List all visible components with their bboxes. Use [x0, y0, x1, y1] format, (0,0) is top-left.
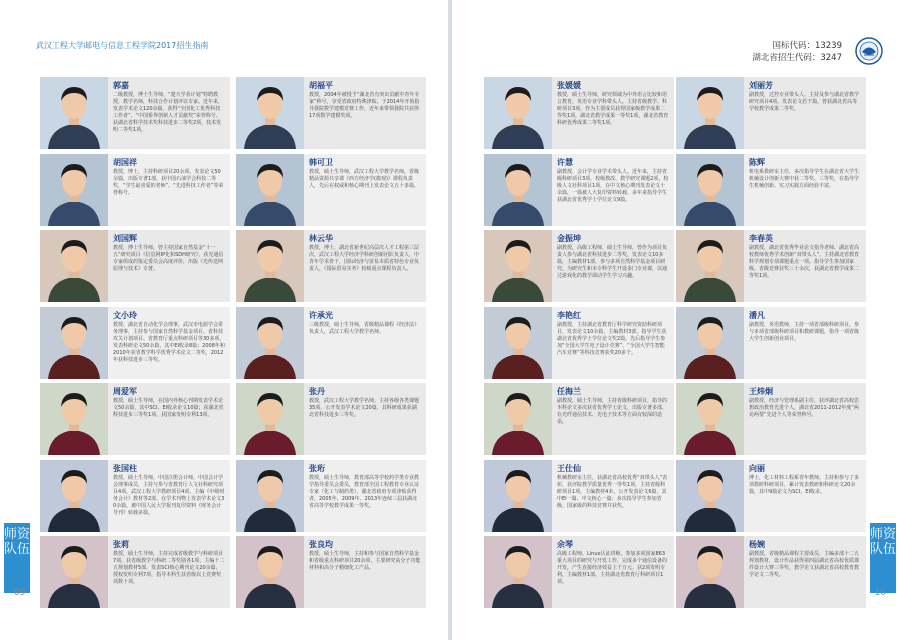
- faculty-name: 胡国祥: [113, 157, 137, 167]
- faculty-photo: [676, 460, 744, 532]
- faculty-name: 王炜炯: [749, 387, 773, 396]
- faculty-description: 副教授，英语教师，主持一项省部级科研项目，参与多项省部级科研项目和教研课题，指导一项省级大学生创新创业项目。: [749, 321, 860, 342]
- faculty-card: [236, 383, 426, 455]
- faculty-card: [484, 77, 674, 149]
- faculty-photo: [676, 383, 744, 455]
- faculty-card: [484, 307, 674, 379]
- faculty-photo: [676, 230, 744, 302]
- faculty-card: [236, 77, 426, 149]
- faculty-card: [40, 383, 230, 455]
- faculty-photo: [484, 154, 552, 226]
- faculty-description: 教授，硕士生导师，中国注册会计师，中国会计学会理事成员，主持与参与省教育厅人文社科研究项目4项，武汉工程大学教研项目4项，主编《中级财务会计》教材等2部，在学术刊物上发表学术论文30余篇，被中国人民大学报刊复印资料《财务会计导刊》转载多篇。: [113, 474, 225, 516]
- university-logo-icon: [852, 36, 886, 66]
- faculty-photo: [484, 536, 552, 608]
- faculty-photo: [40, 536, 108, 608]
- faculty-card: [40, 77, 230, 149]
- faculty-card: [676, 77, 866, 149]
- faculty-info: [108, 460, 230, 532]
- faculty-photo: [236, 460, 304, 532]
- faculty-card: [40, 230, 230, 302]
- faculty-info: [744, 383, 866, 455]
- faculty-photo: [236, 77, 304, 149]
- faculty-name: 文小玲: [113, 310, 137, 320]
- faculty-name: 胡福平: [309, 81, 333, 90]
- faculty-card: [484, 536, 674, 608]
- faculty-description: 机械教研室主任，获湖北省高校优秀“双带头人”表彰，获评院教学质量优秀一等奖1项，主持省级科研项目1项，主编教材4本，公开发表论文6篇，其中EI一篇、中文核心一篇；多次指导学生参加省级、国家级的科技竞赛并获奖。: [557, 474, 668, 509]
- faculty-info: [744, 307, 866, 379]
- faculty-description: 二级教授，博士生导师，“楚天学者计划”特聘教授，教学名师，科技合作计划评议专家。近年来，发表学术论文120余篇，获得“全国化工优秀科技工作者”、“中国侨界创新人才贡献奖”荣誉称号。获湖北省科学技术奖科技进步二等奖2项，技术发明二等奖1项。: [113, 92, 224, 133]
- faculty-photo: [484, 230, 552, 302]
- faculty-description: 教授，硕士生导师，武汉工程大学教学名师，省级精品资源共享课《西方经济学(微观)》课程负责人，先后在权威和核心期刊上发表论文五十多篇。: [309, 168, 420, 189]
- faculty-card: [676, 460, 866, 532]
- faculty-photo: [676, 77, 744, 149]
- hubei-code: 湖北省招生代码：3247: [752, 53, 842, 63]
- faculty-info: [108, 383, 230, 455]
- faculty-description: 副教授，省级精品课程主要成员，主编多部十二五规划教材，设计作品获得第四届湖北省高校优质课件设计大赛三等奖，教学论文获湖北省高校教育教学论文二等奖。: [749, 551, 860, 578]
- faculty-name: 郭嘉: [113, 81, 129, 90]
- faculty-info: [108, 77, 230, 149]
- faculty-description: 教授，硕士生导师，主持和参与国家自然科学基金和省级重点科研项目20余项，主要研究高分子功能材料和高分子精细化工产品。: [309, 551, 421, 571]
- faculty-description: 副教授，主持湖北省教育厅科学研究资助科研项目，发表论文10余篇，主编教材3部，指导学生获湖北省优秀学士学位论文奖2篇，先后指导学生参加“全国大学生电子设计竞赛”、“全国大学生智能汽车竞赛”等科技竞赛获奖20多个。: [557, 321, 667, 356]
- faculty-name: 杨婉: [749, 540, 765, 549]
- side-tab-faculty-left: 师资队伍: [4, 523, 30, 593]
- faculty-card: [676, 383, 866, 455]
- faculty-card: [40, 307, 230, 379]
- faculty-photo: [676, 154, 744, 226]
- faculty-description: 博士，化工材料工程系青年教师。主持和参与了多项教研科研项目，累计发表教研和科研论文20余篇，其中9篇论文为SCI、EI收录。: [749, 474, 860, 495]
- faculty-name: 韩可卫: [309, 157, 333, 167]
- faculty-card: [236, 536, 426, 608]
- faculty-photo: [676, 307, 744, 379]
- faculty-name: 张丹: [309, 387, 325, 396]
- faculty-description: 教授，博士生导师，曾主持国家自然基金“十一五”研究项目《信息网IP化和SDH研究》，获光通信专家组成的鉴定委员会高度评价，出版《光传送网原理与技术》专著。: [113, 245, 224, 272]
- faculty-info: [552, 536, 674, 608]
- faculty-info: [552, 154, 674, 226]
- faculty-name: 刘丽芳: [749, 81, 773, 90]
- faculty-info: [304, 536, 426, 608]
- faculty-card: [484, 154, 674, 226]
- faculty-card: [484, 230, 674, 302]
- faculty-photo: [484, 77, 552, 149]
- faculty-description: 教授，硕士生导师，研究领域为中外语言比较和语言教育，英语专业学科带头人。主持省级教学、科研项目3项，作为主要成员获得国家级教学成果二等奖1项，湖北省教学成果一等奖1项，湖北省教育科研优秀成果二等奖1项。: [557, 92, 669, 126]
- faculty-name: 张莉: [113, 540, 129, 549]
- faculty-photo: [484, 383, 552, 455]
- faculty-photo: [236, 230, 304, 302]
- faculty-name: 周爱军: [113, 387, 137, 396]
- faculty-name: 许承光: [309, 310, 333, 320]
- faculty-card: [484, 383, 674, 455]
- faculty-description: 教授，硕士生导师，主持完成省级教学与科研项目7项，获省级教学与科研二等奖励各1项，主编十二五规划教材5部，发表SCI核心期刊论文20余篇，授权发明专利7项，指导本科生获省级以上竞赛奖项数十项。: [113, 551, 225, 585]
- faculty-name: 张国柱: [113, 463, 137, 473]
- faculty-photo: [40, 230, 108, 302]
- page-number-left: 09: [14, 588, 26, 598]
- faculty-info: [552, 77, 674, 149]
- faculty-card: [40, 460, 230, 532]
- faculty-name: 张媛媛: [557, 81, 581, 90]
- faculty-description: 教授，硕士生导师，在国内外核心刊期发表学术论文50余篇，其中SCI、EI收录论文10篇；获湖北省科技进步三等奖1项，获国家发明专利13项。: [113, 398, 224, 418]
- faculty-name: 王仕仙: [557, 463, 581, 473]
- faculty-info: [552, 383, 674, 455]
- faculty-card: [236, 460, 426, 532]
- faculty-info: [108, 154, 230, 226]
- faculty-info: [304, 383, 426, 455]
- faculty-description: 高级工程师，Linux认证讲师。参加多项国家863重大项目的研究与开发工作，完成多个通信设备的开发，产生直接经济效益上千万元。获2项发明专利，主编教材1部，主持湖北省教育厅科研项目1项。: [557, 551, 668, 585]
- faculty-info: [744, 230, 866, 302]
- faculty-card: [236, 154, 426, 226]
- faculty-name: 林云华: [309, 234, 333, 243]
- faculty-name: 张珩: [309, 463, 325, 473]
- faculty-description: 副教授，湖北省优秀毕业论文指导老师、湖北省高校教师优秀学术创新“双带头人”。主持湖北省教育科学规划专项课题重点一项。指导学生参加国家级、省级竞赛获奖三十余次，获湖北省教学成果二等奖1项。: [749, 245, 860, 279]
- faculty-photo: [236, 307, 304, 379]
- faculty-photo: [236, 383, 304, 455]
- faculty-description: 机电系教研室主任，多次指导学生在湖北省大学生机械设计创新大赛中获二等奖、三等奖，在指导学生机械创新、实习实践方面经验丰富。: [749, 168, 860, 189]
- faculty-info: [304, 77, 426, 149]
- faculty-photo: [40, 307, 108, 379]
- faculty-description: 三级教授，硕士生导师，省级精品课程《经济法》负责人，武汉工程大学教学名师。: [309, 321, 420, 335]
- faculty-card: [236, 307, 426, 379]
- faculty-photo: [40, 383, 108, 455]
- faculty-name: 金振坤: [557, 234, 581, 243]
- faculty-description: 教授，武汉工程大学教学名师。主持各级各类课题35项，公开发表学术论文20篇，其科研成果获湖北省科技进步三等奖。: [309, 398, 420, 418]
- faculty-info: [744, 536, 866, 608]
- faculty-info: [108, 307, 230, 379]
- faculty-info: [744, 154, 866, 226]
- faculty-info: [304, 230, 426, 302]
- faculty-name: 李春英: [749, 234, 773, 243]
- faculty-photo: [236, 154, 304, 226]
- faculty-name: 刘国辉: [113, 234, 137, 243]
- faculty-description: 教授，硕士生导师，教育部高等学校药学类专业教学指导委员会委员，教育部全国工程教育专业认证专家（化工与制药类），湖北省政府专项津贴获得者，2005年、2009年、2013年连续三届获湖北省高等学校教学成果一等奖。: [309, 474, 420, 509]
- faculty-photo: [484, 460, 552, 532]
- faculty-name: 向丽: [749, 463, 765, 473]
- faculty-info: [108, 536, 230, 608]
- faculty-card: [40, 154, 230, 226]
- faculty-card: [236, 230, 426, 302]
- faculty-info: [552, 230, 674, 302]
- faculty-name: 任海兰: [557, 387, 581, 396]
- faculty-photo: [40, 77, 108, 149]
- faculty-description: 教授，博士，湖北省新世纪高层次人才工程第三层次，武汉工程大学经济学科研创新团队负责人，中青年学术骨干，国际经济与贸易本质省特色专业负责人，《国际贸易实务》校级重点课程负责人。: [309, 245, 420, 272]
- faculty-card: [40, 536, 230, 608]
- faculty-description: 副教授，会计学专业学术带头人。近年来，主持省级科研项目3项，校级教改、教学研究课题2项，校级人文社科项目1项，在中文核心期刊发表论文十余篇，一篇被人大复印资料转载，多年来指导学生获湖北省优秀学士学位论文9篇。: [557, 168, 669, 203]
- faculty-photo: [676, 536, 744, 608]
- faculty-name: 许慧: [557, 157, 573, 167]
- faculty-name: 李艳红: [557, 310, 581, 320]
- faculty-description: 副教授，过控专业带头人。主持及参与湖北省教学研究项目4项，发表论文若干篇，曾获湖北省高等学校教学成果二等奖。: [749, 92, 860, 112]
- admission-codes: [752, 40, 842, 64]
- faculty-description: 副教授，硕士生导师，主持省级科研项目，指导的本科论文多次获省优秀学士论文，出版专著多部，在光纤通信技术、光电子技术等方面有较深的造诣。: [557, 398, 668, 425]
- faculty-info: [304, 154, 426, 226]
- faculty-photo: [40, 154, 108, 226]
- faculty-info: [744, 77, 866, 149]
- side-tab-faculty-right: 师资队伍: [870, 523, 896, 593]
- faculty-info: [108, 230, 230, 302]
- faculty-photo: [236, 536, 304, 608]
- faculty-info: [552, 307, 674, 379]
- faculty-name: 余琴: [557, 540, 573, 549]
- faculty-description: 副教授，经济与管理系副主任，获评湖北省高校思想政治教育先进个人，湖北省2011-2012年度“两访两帮”先进个人等荣誉称号。: [749, 398, 860, 418]
- faculty-name: 潘凡: [749, 310, 765, 320]
- faculty-name: 张良均: [309, 540, 333, 549]
- faculty-description: 教授，2004年被授予“湖北省有突出贡献中青年专家”称号，享受省政府特殊津贴。于2014年开始指导我院数学建模竞赛工作，近年来带领我院共获得17项数学建模奖项。: [309, 92, 420, 119]
- faculty-card: [484, 460, 674, 532]
- faculty-photo: [484, 307, 552, 379]
- faculty-info: [552, 460, 674, 532]
- faculty-info: [304, 307, 426, 379]
- faculty-card: [676, 230, 866, 302]
- faculty-description: 教授，湖北省自动化学会理事，武汉市电源学会常务理事，主持参与国家自然科学基金项目、省科技攻关计划项目、省教育厅重点科研项目等30多项，发表科研论文50余篇，其中EI收录8篇；2008年和2010年获省教学科学优秀学术论文二等奖，2012年获科技进步三等奖。: [113, 321, 225, 363]
- faculty-info: [304, 460, 426, 532]
- page-number-right: 10: [874, 588, 886, 598]
- faculty-photo: [40, 460, 108, 532]
- faculty-name: 陈辉: [749, 157, 765, 167]
- faculty-description: 教授，博士，主持科研项目20余项，发表论文50余篇，出版专著1部，获中国石油学会科技二等奖，“学生最喜爱的老师”、“先进科技工作者”等荣誉称号。: [113, 168, 224, 196]
- faculty-card: [676, 154, 866, 226]
- faculty-card: [676, 536, 866, 608]
- faculty-info: [744, 460, 866, 532]
- brochure-header-title: 武汉工程大学邮电与信息工程学院2017招生指南: [36, 41, 209, 50]
- faculty-card: [676, 307, 866, 379]
- faculty-description: 副教授，高级工程师，硕士生导师，曾作为项目负责人参与湖北省科技进步二等奖，发表论文10多篇，主编教材1部，参与多项自然科学基金项目研究。为研究生和本专科学生开设多门专业课，以通过游戏化的教学调动学生学习兴趣。: [557, 245, 668, 279]
- national-code: 国标代码：13239: [772, 41, 842, 51]
